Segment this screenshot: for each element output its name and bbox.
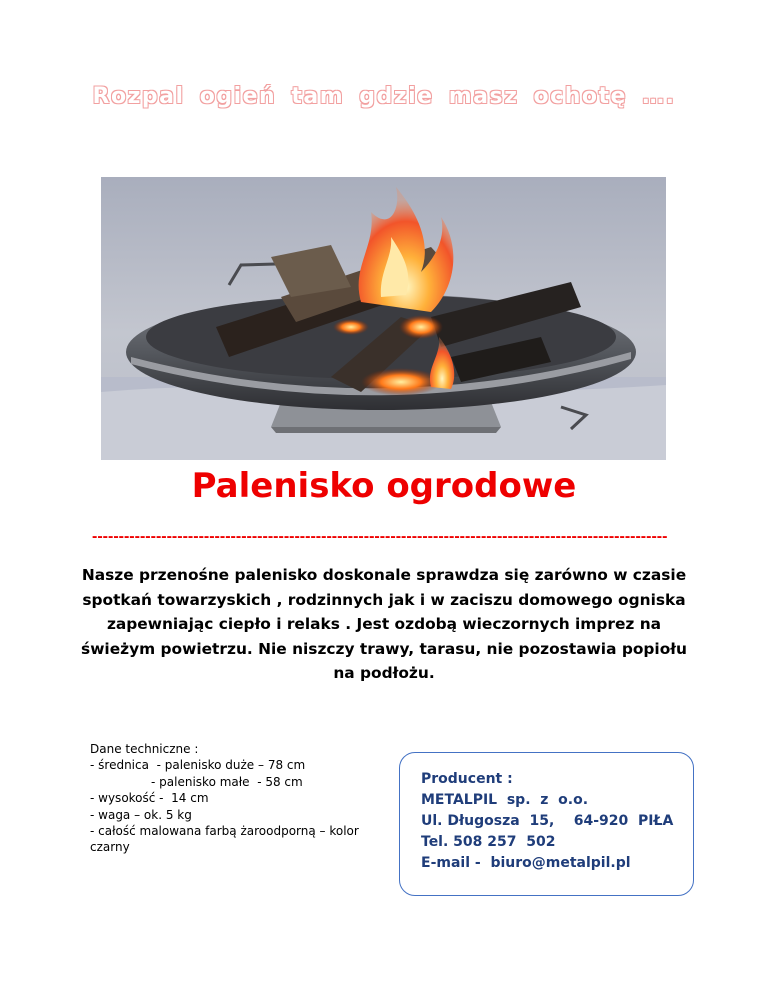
producer-address: Ul. Długosza 15, 64-920 PIŁA [421,813,674,829]
slogan-heading: Rozpal ogień tam gdzie masz ochotę …. [92,84,676,109]
producer-contact-box [399,752,694,896]
fire-pit-photo [101,177,666,460]
spec-line: - palenisko małe - 58 cm [90,774,303,789]
spec-line: - wysokość - 14 cm [90,791,209,806]
product-description: Nasze przenośne palenisko doskonale sprawdza się zarówno w czasie spotkań towarzyskich , rodzinnych jak i w zaciszu domowego ogniska zapewniając ciepło i relaks . Jest ozdobą wieczornych imprez na świeżym powietrzu. Nie niszczy trawy, tarasu, nie pozostawia popiołu na podłożu. [81,566,687,682]
product-title: Palenisko ogrodowe [191,466,577,506]
red-dashed-divider: ------------------------------------------------------------------------------------------------------------ [92,530,668,544]
spec-line: - waga – ok. 5 kg [90,807,192,822]
producer-label: Producent : [421,771,513,787]
technical-specs [90,741,386,856]
producer-phone: Tel. 508 257 502 [421,834,556,850]
producer-company: METALPIL sp. z o.o. [421,792,589,808]
spec-line: - średnica - palenisko duże – 78 cm [90,758,306,773]
spec-line: - całość malowana farbą żaroodporną – kolor czarny [90,824,363,855]
specs-heading: Dane techniczne : [90,742,199,756]
producer-email[interactable]: E-mail - biuro@metalpil.pl [421,855,631,871]
